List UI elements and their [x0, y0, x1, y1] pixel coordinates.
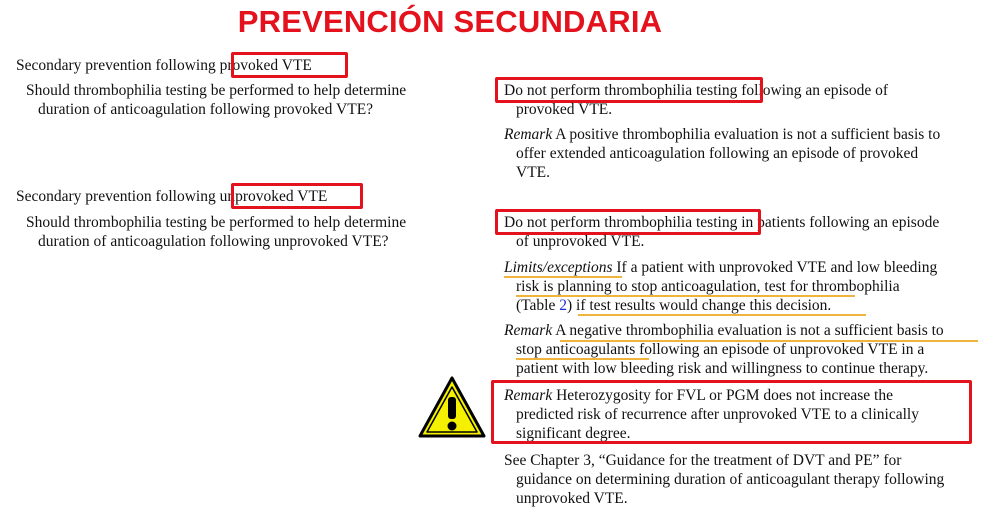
- see-chapter-line1: See Chapter 3, “Guidance for the treatment of DVT and PE” for: [504, 452, 902, 469]
- remark-label: Remark: [504, 126, 553, 143]
- section1-remark-line2: offer extended anticoagulation following an episode of provoked: [516, 145, 919, 162]
- rec-rest-text: following an episode of: [737, 82, 888, 99]
- remark1-line1: [504, 321, 944, 341]
- remark2-line3: significant degree.: [516, 425, 631, 442]
- table-reference-link[interactable]: 2: [559, 297, 567, 314]
- limits-planning-underline: [516, 295, 855, 297]
- heading-prefix: Secondary prevention following: [16, 57, 220, 74]
- warning-triangle-icon: [417, 375, 487, 439]
- section1-remark-line3: VTE.: [516, 164, 551, 181]
- limits-line3: [516, 296, 831, 316]
- section2-recommendation-line2: of unprovoked VTE.: [516, 233, 645, 250]
- heading-prefix: Secondary prevention following: [16, 188, 220, 205]
- limits-line3-end: ) if test results would change this decision.: [567, 297, 832, 314]
- remark1-underline-a: [560, 340, 978, 342]
- limits-label: Limits/exceptions: [504, 259, 613, 276]
- provoked-vte-highlight: [231, 52, 348, 78]
- section1-remark-line1: [504, 125, 940, 145]
- limits-label-underline: [504, 276, 622, 278]
- unprovoked-vte-highlight: [231, 183, 363, 209]
- remark-label: Remark: [504, 322, 553, 339]
- limits-condition-underline: [578, 314, 866, 316]
- remark-text: A positive thrombophilia evaluation is not a sufficient basis to: [552, 126, 941, 143]
- see-chapter-line3: unprovoked VTE.: [516, 490, 628, 507]
- heading-term: unprovoked VTE: [219, 188, 328, 205]
- rec-highlight-text: Do not perform thrombophilia testing: [504, 214, 738, 231]
- limits-text: If a patient with unprovoked VTE and low bleeding: [612, 259, 938, 276]
- remark-text: A negative thrombophilia evaluation is not a sufficient basis to: [552, 322, 944, 339]
- remark2-highlight-box: [491, 380, 972, 444]
- limits-line3-start: (Table: [516, 297, 560, 314]
- limits-line1: [504, 258, 937, 278]
- limits-line2: risk is planning to stop anticoagulation, test for thrombophilia: [516, 278, 900, 295]
- remark2-line2: predicted risk of recurrence after unprovoked VTE to a clinically: [516, 406, 919, 423]
- page-title: PREVENCIÓN SECUNDARIA: [237, 4, 663, 39]
- rec-rest-text: in patients following an episode: [737, 214, 940, 231]
- remark1-line3: patient with low bleeding risk and willingness to continue therapy.: [516, 360, 929, 377]
- remark1-underline-b: [516, 358, 649, 360]
- section2-question-line1: Should thrombophilia testing be performed to help determine: [26, 214, 407, 231]
- see-chapter-line2: guidance on determining duration of anticoagulant therapy following: [516, 471, 945, 488]
- section1-question-line1: Should thrombophilia testing be performed to help determine: [26, 82, 407, 99]
- section1-question-line2: duration of anticoagulation following provoked VTE?: [38, 101, 374, 118]
- remark-text: Heterozygosity for FVL or PGM does not increase the: [552, 387, 893, 404]
- remark1-line2: stop anticoagulants following an episode of unprovoked VTE in a: [516, 341, 925, 358]
- rec-highlight-text: Do not perform thrombophilia testing: [504, 82, 738, 99]
- remark-label: Remark: [504, 387, 553, 404]
- section2-question-line2: duration of anticoagulation following unprovoked VTE?: [38, 233, 389, 250]
- section1-recommendation-line2: provoked VTE.: [516, 101, 613, 118]
- heading-term: provoked VTE: [219, 57, 312, 74]
